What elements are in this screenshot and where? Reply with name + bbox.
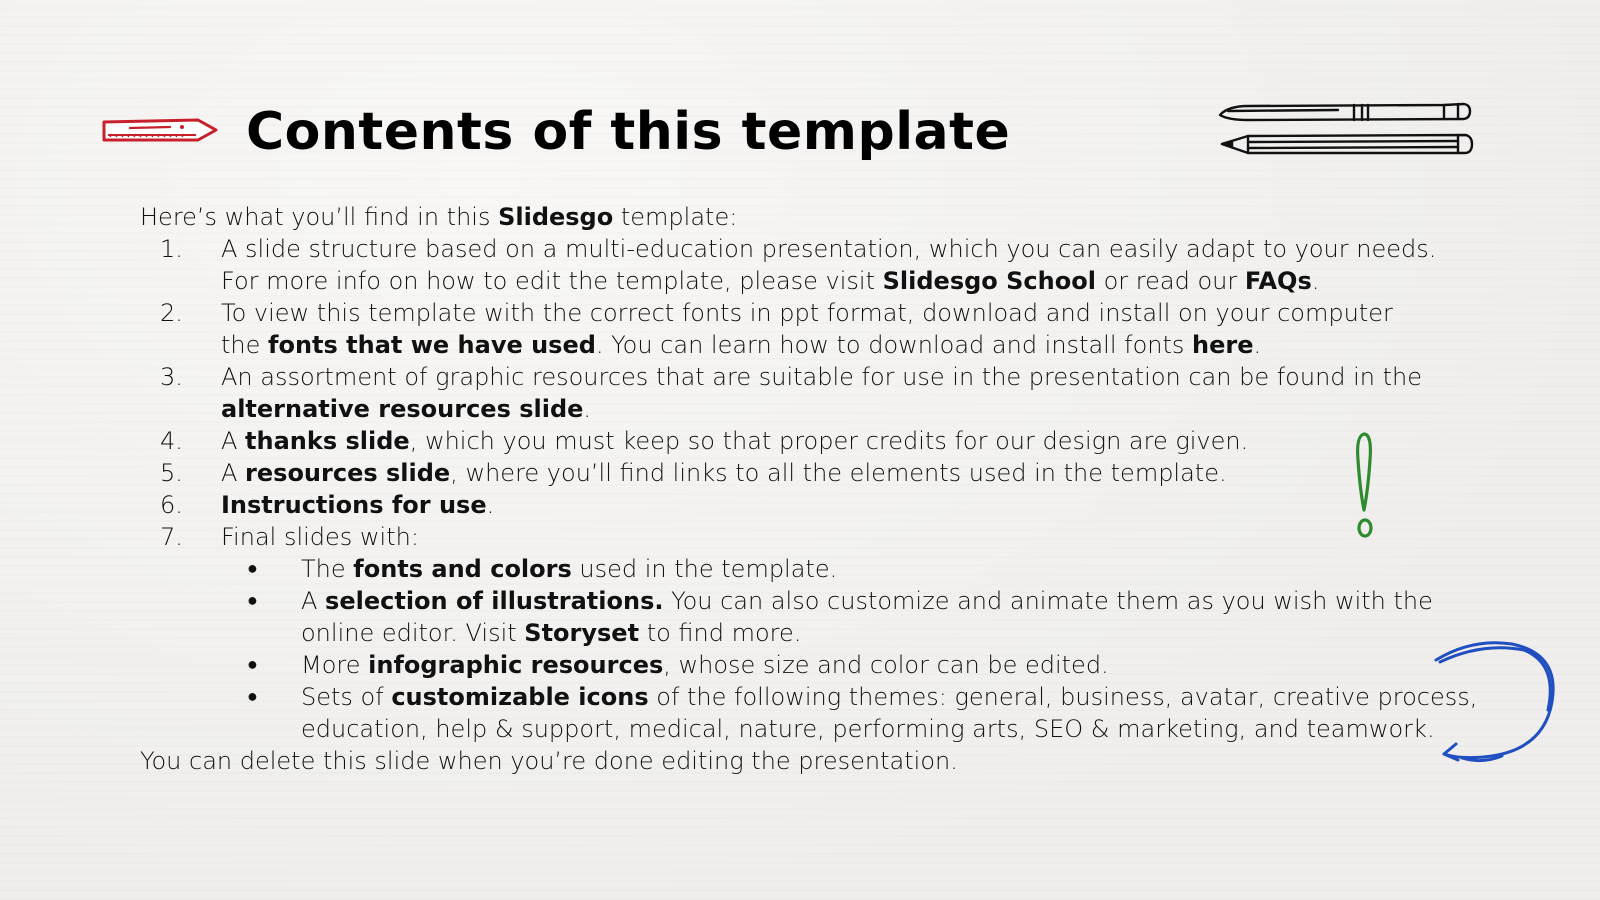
list-number: 4. <box>160 427 183 455</box>
list-number: 5. <box>160 459 183 487</box>
here-link[interactable]: here <box>1192 331 1254 359</box>
bullet-icon: ● <box>247 558 258 579</box>
alternative-resources-link[interactable]: alternative resources slide <box>221 395 584 423</box>
fonts-used-link[interactable]: fonts that we have used <box>268 331 596 359</box>
resources-slide-link[interactable]: resources slide <box>245 459 451 487</box>
list-number: 2. <box>160 299 183 327</box>
contents-body <box>140 201 1478 777</box>
eraser-icon <box>100 108 220 148</box>
closing-line: You can delete this slide when you’re done editing the presentation. <box>140 747 958 775</box>
list-number: 3. <box>160 363 183 391</box>
list-number: 7. <box>160 523 183 551</box>
list-item-2: 2. To view this template with the correct fonts in ppt format, download and install on your computer the fonts that we have used. You can learn how to download and install fonts here. <box>160 299 1393 359</box>
intro-line: Here’s what you’ll find in this Slidesgo template: <box>140 203 738 231</box>
page-title: Contents of this template <box>246 102 1011 162</box>
sub-item-3: ● More infographic resources, whose size and color can be edited. <box>247 651 1109 679</box>
bullet-icon: ● <box>247 590 258 611</box>
bullet-icon: ● <box>247 686 258 707</box>
sub-item-4: ● Sets of customizable icons of the following themes: general, business, avatar, creative process, education, help & support, medical, nature, performing arts, SEO & marketing, and teamwork. <box>247 683 1478 743</box>
infographic-resources-link[interactable]: infographic resources <box>368 651 664 679</box>
list-number: 6. <box>160 491 183 519</box>
faqs-link[interactable]: FAQs <box>1244 267 1312 295</box>
sub-item-2: ● A selection of illustrations. You can also customize and animate them as you wish with the online editor. Visit Storyset to find more. <box>247 587 1433 647</box>
list-number: 1. <box>160 235 183 263</box>
instructions-link[interactable]: Instructions for use <box>221 491 487 519</box>
sub-item-1: ● The fonts and colors used in the template. <box>247 555 838 583</box>
list-item-5: 5. A resources slide, where you’ll find links to all the elements used in the template. <box>160 459 1227 487</box>
pens-icon <box>1218 96 1476 162</box>
list-item-6: 6. Instructions for use. <box>160 491 495 519</box>
customizable-icons-link[interactable]: customizable icons <box>391 683 649 711</box>
thanks-slide-link[interactable]: thanks slide <box>245 427 410 455</box>
list-item-3: 3. An assortment of graphic resources that are suitable for use in the presentation can be found in the alternative resources slide. <box>160 363 1423 423</box>
list-item-7: 7. Final slides with: <box>160 523 419 551</box>
list-item-4: 4. A thanks slide, which you must keep so that proper credits for our design are given. <box>160 427 1249 455</box>
illustrations-link[interactable]: selection of illustrations. <box>325 587 664 615</box>
slidesgo-school-link[interactable]: Slidesgo School <box>882 267 1096 295</box>
list-item-1: 1. A slide structure based on a multi-education presentation, which you can easily adapt to your needs. For more info on how to edit the template, please visit Slidesgo School or read our FAQs. <box>160 235 1437 295</box>
bullet-icon: ● <box>247 654 258 675</box>
fonts-colors-link[interactable]: fonts and colors <box>353 555 572 583</box>
storyset-link[interactable]: Storyset <box>524 619 640 647</box>
